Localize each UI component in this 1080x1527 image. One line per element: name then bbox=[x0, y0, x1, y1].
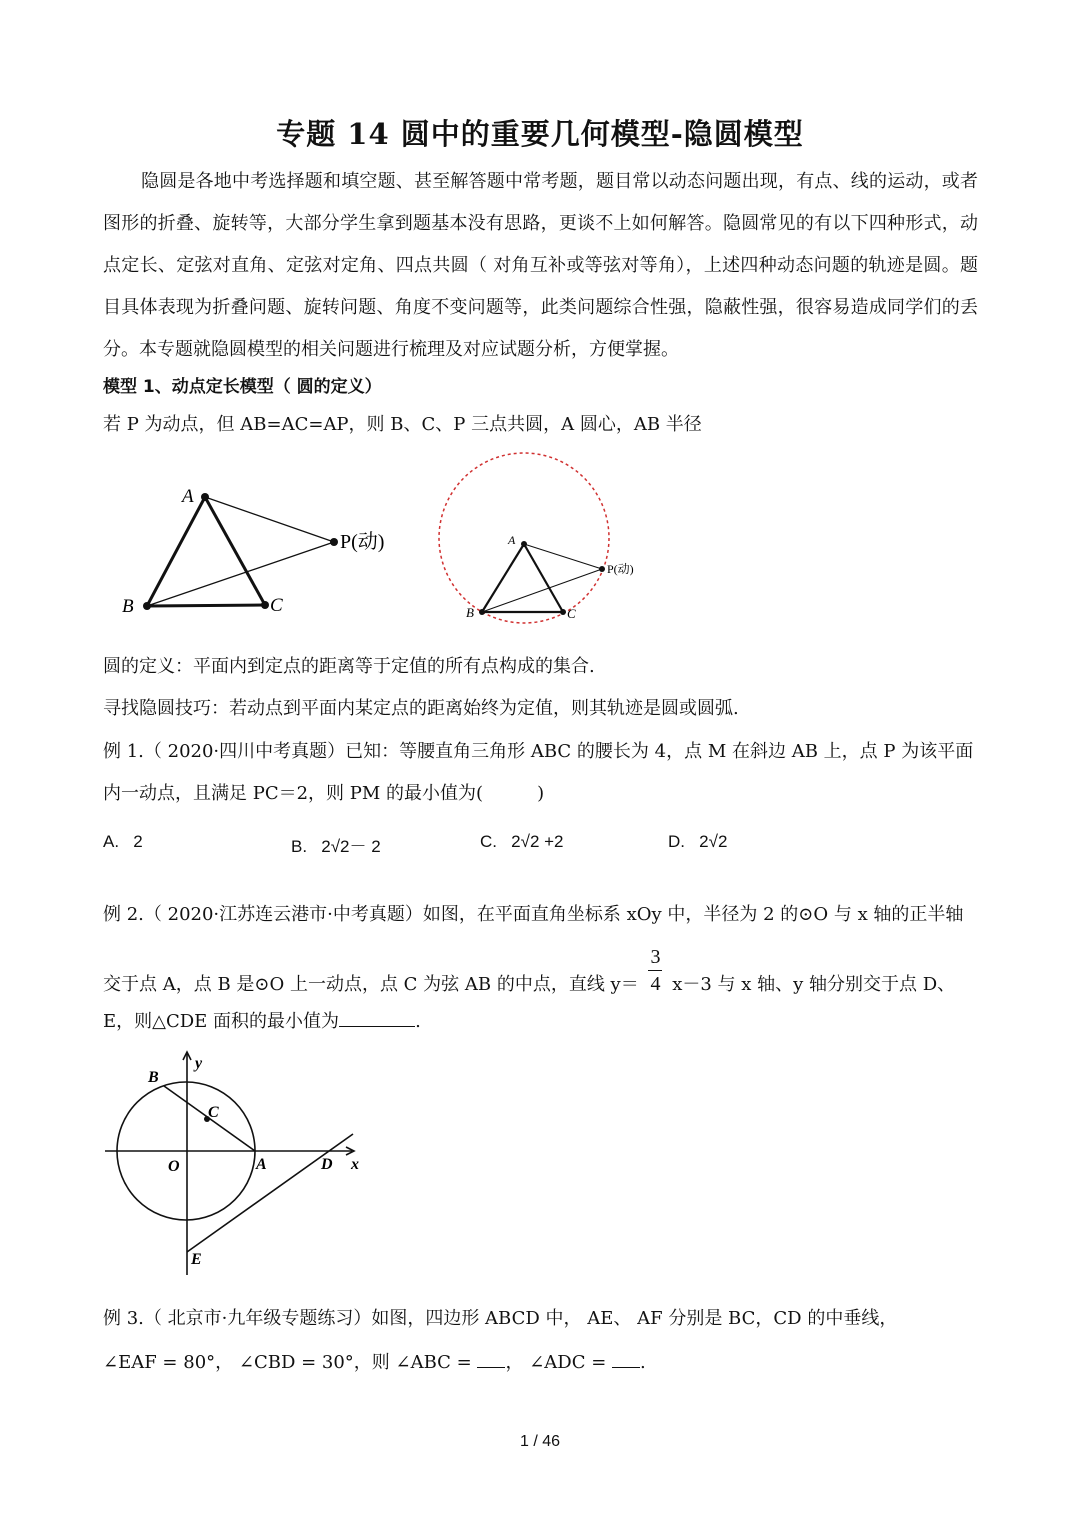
label-b: B bbox=[148, 1069, 159, 1086]
label-c: C bbox=[567, 606, 576, 621]
point-b bbox=[143, 602, 151, 610]
point-p bbox=[599, 566, 605, 572]
example2-line3: E，则△CDE 面积的最小值为 . bbox=[103, 1011, 421, 1032]
model1-heading: 模型 1、动点定长模型（ 圆的定义） bbox=[103, 377, 382, 397]
label-c: C bbox=[208, 1104, 219, 1121]
label-p: P(动) bbox=[607, 562, 634, 576]
label-d: D bbox=[321, 1156, 333, 1173]
example3-line2: ∠EAF = 80°， ∠CBD = 30°，则 ∠ABC = ， ∠ADC = . bbox=[103, 1352, 646, 1373]
answer-blank-adc[interactable] bbox=[612, 1351, 640, 1368]
label-y: y bbox=[195, 1055, 203, 1072]
figure-triangle-dynamic-point bbox=[110, 480, 410, 625]
segment-ac bbox=[205, 497, 265, 605]
example1-option-c[interactable]: C. 2√2 +2 bbox=[480, 832, 564, 851]
label-o: O bbox=[168, 1158, 180, 1175]
fraction-three-quarters bbox=[648, 944, 662, 997]
dashed-circle bbox=[439, 453, 609, 623]
example1-option-d[interactable]: D. 2√2 bbox=[668, 832, 728, 851]
answer-blank-abc[interactable] bbox=[477, 1351, 505, 1368]
label-c: C bbox=[270, 595, 283, 616]
point-c bbox=[261, 601, 269, 609]
circle-definition: 圆的定义：平面内到定点的距离等于定值的所有点构成的集合. bbox=[103, 656, 595, 677]
example2-line3-text: E，则△CDE 面积的最小值为 bbox=[103, 1011, 340, 1032]
segment-bc bbox=[147, 605, 265, 606]
example2-line2-start: 交于点 A，点 B 是⊙O 上一动点，点 C 为弦 AB 的中点，直线 y＝ bbox=[103, 973, 639, 995]
example2-line2-end: x－3 与 x 轴、y 轴分别交于点 D、 bbox=[672, 973, 956, 995]
point-p bbox=[330, 538, 338, 546]
page-title: 专题 14 圆中的重要几何模型-隐圆模型 bbox=[276, 117, 804, 151]
fraction-denominator: 4 bbox=[650, 973, 661, 995]
label-p: P(动) bbox=[340, 531, 385, 553]
answer-blank[interactable] bbox=[339, 1010, 415, 1027]
page-number: 1 / 46 bbox=[519, 1433, 561, 1450]
intro-paragraph bbox=[103, 161, 978, 371]
example2-line2 bbox=[103, 944, 955, 997]
label-b: B bbox=[122, 596, 134, 617]
label-x: x bbox=[351, 1156, 359, 1173]
point-c bbox=[560, 609, 566, 615]
fraction-numerator: 3 bbox=[648, 944, 662, 971]
example1-option-b[interactable]: B. 2√2－ 2 bbox=[291, 837, 381, 856]
example1-option-a[interactable]: A. 2 bbox=[103, 832, 143, 851]
figure-circle-definition bbox=[430, 432, 650, 632]
label-a: A bbox=[508, 533, 516, 547]
example1-line1: 例 1.（ 2020·四川中考真题）已知：等腰直角三角形 ABC 的腰长为 4，点 M 在斜边 AB 上，点 P 为该平面 bbox=[103, 741, 974, 762]
point-a bbox=[521, 541, 527, 547]
point-b bbox=[479, 609, 485, 615]
model1-statement: 若 P 为动点，但 AB=AC=AP，则 B、C、P 三点共圆，A 圆心，AB 半径 bbox=[103, 414, 702, 435]
point-a bbox=[201, 493, 209, 501]
example1-line2: 内一动点，且满足 PC＝2，则 PM 的最小值为( ) bbox=[103, 783, 545, 804]
label-b: B bbox=[466, 605, 474, 620]
figure-coordinate-circle bbox=[100, 1048, 375, 1278]
hidden-circle-tip: 寻找隐圆技巧：若动点到平面内某定点的距离始终为定值，则其轨迹是圆或圆弧. bbox=[103, 698, 739, 719]
intro-text: 隐圆是各地中考选择题和填空题、甚至解答题中常考题，题目常以动态问题出现，有点、线的运动，或者图形的折叠、旋转等，大部分学生拿到题基本没有思路，更谈不上如何解答。隐圆常见的有以下四种形式，动点定长、定弦对直角、定弦对定角、四点共圆（ 对角互补或等弦对等角），上述四种动态问题的轨迹是圆。题目具体表现为折叠问题、旋转问题、角度不变问题等，此类问题综合性强，隐蔽性强，很容易造成同学们的丢分。本专题就隐圆模型的相关问题进行梳理及对应试题分析，方便掌握。 bbox=[103, 171, 978, 360]
label-a: A bbox=[182, 486, 194, 507]
label-a: A bbox=[256, 1156, 267, 1173]
segment-ab bbox=[482, 544, 524, 612]
segment-ap bbox=[205, 497, 334, 542]
label-e: E bbox=[191, 1251, 202, 1268]
example3-line1: 例 3.（ 北京市·九年级专题练习）如图，四边形 ABCD 中， AE、 AF 分别是 BC，CD 的中垂线， bbox=[103, 1308, 898, 1329]
example2-line1: 例 2.（ 2020·江苏连云港市·中考真题）如图，在平面直角坐标系 xOy 中，半径为 2 的⊙O 与 x 轴的正半轴 bbox=[103, 904, 964, 925]
